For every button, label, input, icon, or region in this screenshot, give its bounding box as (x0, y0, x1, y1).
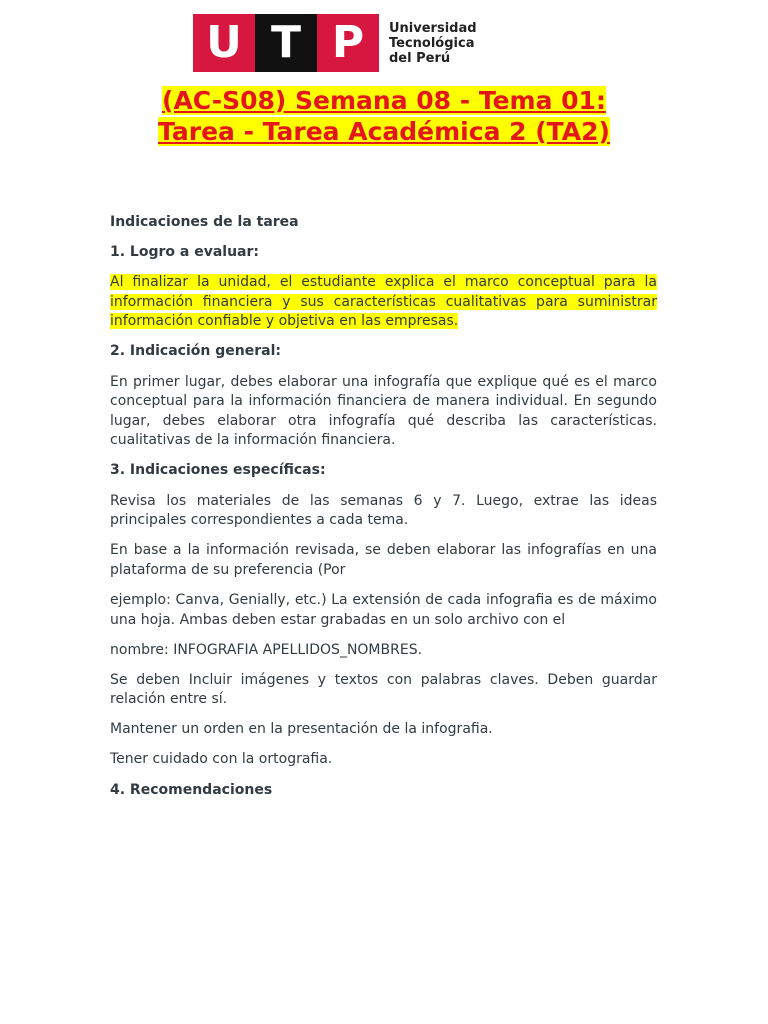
especificas-paragraph-2: En base a la información revisada, se deben elaborar las infografías en una plataforma de su preferencia (Por (110, 542, 657, 578)
section-heading-recomendaciones: 4. Recomendaciones (110, 781, 273, 798)
logo-name-line-3: del Perú (389, 50, 451, 66)
especificas-paragraph-7: Tener cuidado con la ortografia. (110, 751, 333, 768)
logro-text: Al finalizar la unidad, el estudiante explica el marco conceptual para la información financiera y sus características cualitativas para suministrar información confiable y objetiva en las empresas. (110, 274, 657, 330)
utp-logo (193, 14, 483, 72)
especificas-paragraph-1: Revisa los materiales de las semanas 6 y 7. Luego, extrae las ideas principales correspondientes a cada tema. (110, 492, 657, 529)
especificas-paragraph-4: nombre: INFOGRAFIA APELLIDOS_NOMBRES. (110, 641, 423, 658)
section-heading-logro: 1. Logro a evaluar: (110, 244, 259, 261)
especificas-paragraph-5: Se deben Incluir imágenes y textos con palabras claves. Deben guardar relación entre sí. (110, 671, 657, 708)
title-line-2: Tarea - Tarea Académica 2 (TA2) (158, 117, 610, 146)
logo-letter-p: P (317, 14, 379, 72)
logro-paragraph (110, 273, 657, 332)
logo-name-line-1: Universidad (389, 20, 477, 36)
title-line-1-text: (AC-S08) Semana 08 - Tema 01: (162, 86, 606, 115)
task-instructions (110, 213, 657, 811)
logo-letter-t: T (255, 14, 317, 72)
title-line-1 (162, 86, 606, 115)
logo-name-line-2: Tecnológica (389, 35, 475, 51)
logo-institution-name (389, 21, 477, 66)
especificas-paragraph-6: Mantener un orden en la presentación de la infografia. (110, 721, 493, 738)
logo-letter-u: U (193, 14, 255, 72)
section-heading-indicaciones: Indicaciones de la tarea (110, 214, 299, 230)
general-paragraph: En primer lugar, debes elaborar una infografía que explique qué es el marco conceptual para la información financiera de manera individual. En segundo lugar, debes elaborar otra infografía qué describa las características. cualitativas de la información financiera. (110, 373, 657, 449)
section-heading-general: 2. Indicación general: (110, 343, 281, 360)
page-title (60, 85, 708, 147)
especificas-paragraph-3: ejemplo: Canva, Genially, etc.) La extensión de cada infografia es de máximo una hoja. Ambas deben estar grabadas en un solo archivo con el (110, 591, 657, 628)
section-heading-especificas: 3. Indicaciones específicas: (110, 462, 326, 479)
